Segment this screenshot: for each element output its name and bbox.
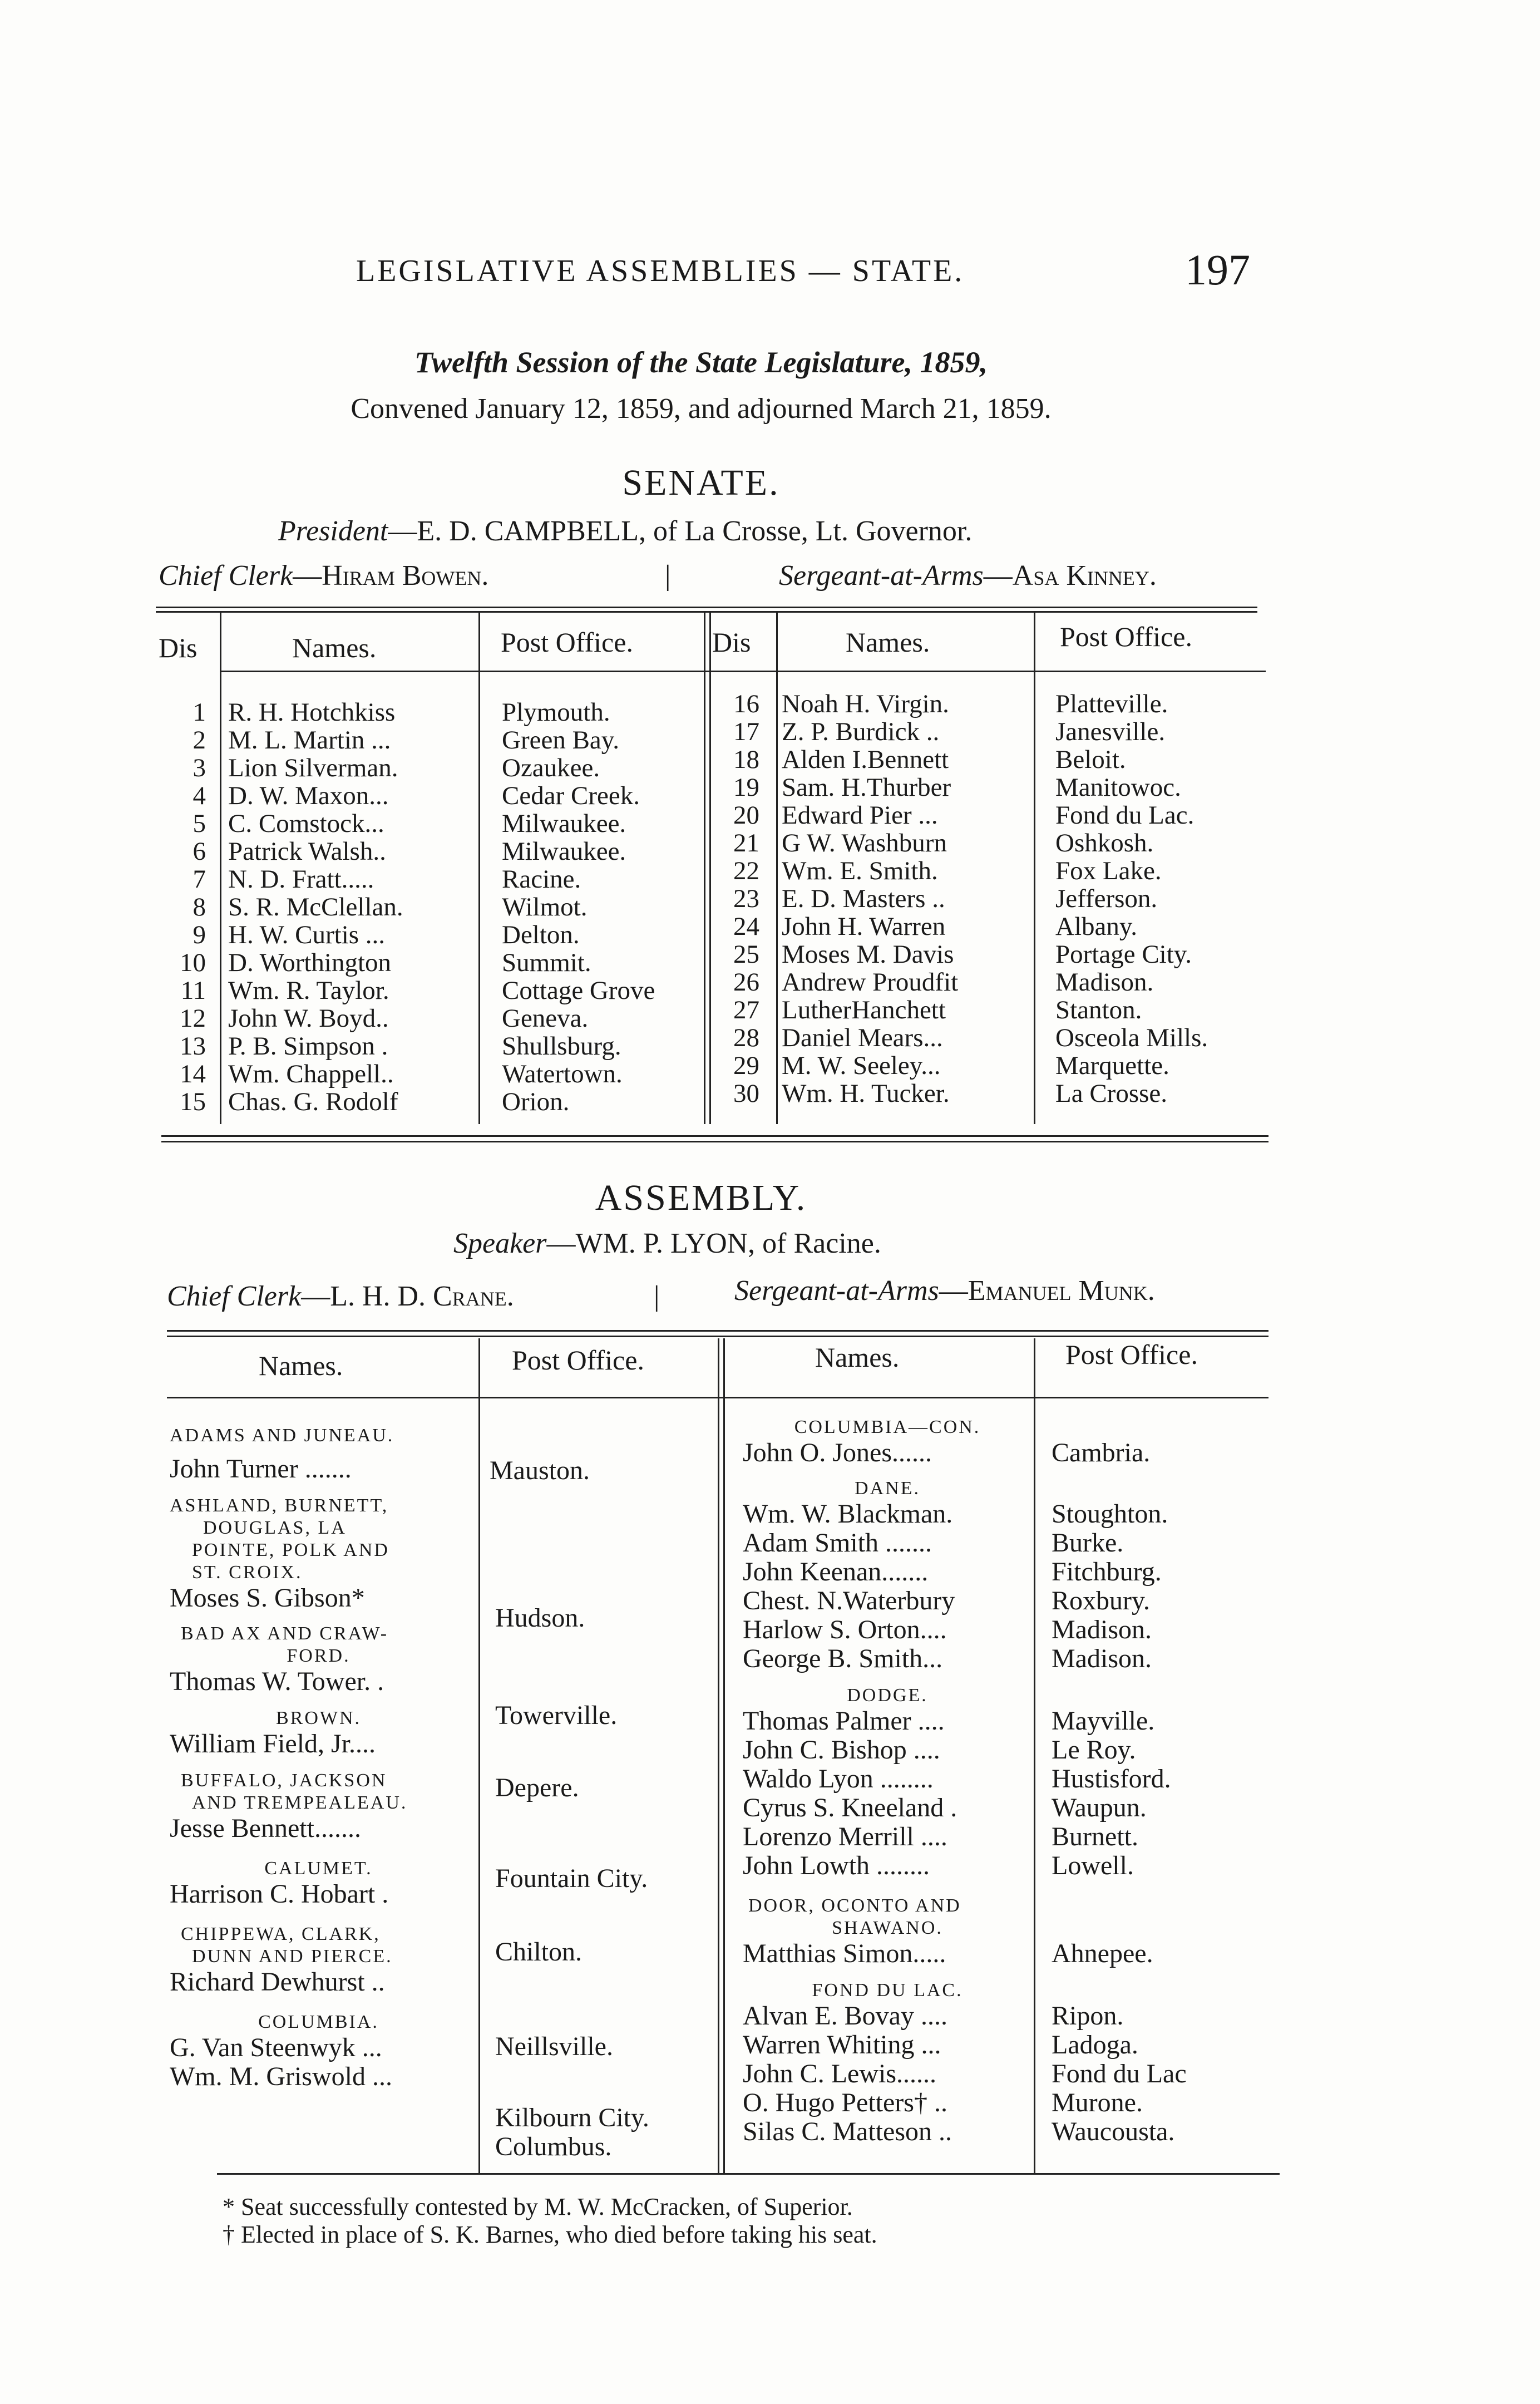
senate-row — [167, 949, 655, 977]
sergeant-label: Sergeant-at-Arms — [779, 560, 984, 592]
assembly-left-names — [170, 1425, 467, 2091]
assembly-col-names-2: Names. — [815, 1342, 900, 1373]
post-office: Neillsville. — [495, 2032, 613, 2061]
member-name: Silas C. Matteson .. — [743, 2117, 952, 2146]
post-office: Madison. — [1055, 968, 1154, 997]
post-office: Ahnepee. — [1052, 1939, 1153, 1968]
senator-name: M. L. Martin ... — [228, 726, 391, 755]
post-office: Le Roy. — [1052, 1735, 1136, 1765]
senate-row — [720, 913, 1208, 940]
speaker-name: —WM. P. LYON, of Racine. — [546, 1228, 881, 1259]
district-number: 16 — [733, 689, 759, 718]
session-title: Twelfth Session of the State Legislature, 1859, — [414, 346, 988, 379]
district-number: 8 — [192, 893, 206, 922]
post-office: Portage City. — [1055, 940, 1192, 969]
member-name: Lorenzo Merrill .... — [743, 1822, 947, 1851]
member-name: Alvan E. Bovay .... — [743, 2001, 947, 2031]
district-number: 3 — [192, 753, 206, 782]
senator-name: Wm. R. Taylor. — [228, 976, 389, 1005]
senate-row — [167, 1032, 655, 1060]
post-office: Osceola Mills. — [1055, 1023, 1208, 1052]
senator-name: M. W. Seeley... — [782, 1051, 941, 1080]
president-label: President — [278, 515, 388, 547]
member-name: Thomas Palmer .... — [743, 1706, 945, 1736]
district-number: 13 — [180, 1032, 206, 1061]
member-name: Thomas W. Tower. . — [170, 1667, 384, 1696]
county-heading: CHIPPEWA, CLARK, — [181, 1924, 381, 1944]
district-number: 18 — [733, 745, 759, 774]
county-heading: DODGE. — [847, 1685, 928, 1706]
county-heading: DANE. — [855, 1478, 920, 1499]
district-number: 4 — [192, 781, 206, 810]
post-office: Waupun. — [1052, 1793, 1147, 1822]
member-name: John C. Bishop .... — [743, 1735, 940, 1765]
post-office: Milwaukee. — [502, 837, 626, 866]
post-office: Madison. — [1052, 1615, 1152, 1644]
county-heading: POINTE, POLK AND — [192, 1540, 389, 1560]
district-number: 29 — [733, 1051, 759, 1080]
member-name: John Lowth ........ — [743, 1851, 930, 1880]
senator-name: P. B. Simpson . — [228, 1032, 388, 1061]
county-heading: BAD AX AND CRAW- — [181, 1623, 389, 1644]
post-office: Chilton. — [495, 1937, 583, 1967]
member-name: G. Van Steenwyk ... — [170, 2033, 382, 2062]
footnote-star: * Seat successfully contested by M. W. McCracken, of Superior. — [223, 2193, 853, 2220]
senate-row — [720, 746, 1208, 774]
post-office: Fond du Lac — [1052, 2059, 1187, 2088]
senate-row — [167, 921, 655, 949]
senate-row — [167, 1088, 655, 1116]
senate-row — [720, 968, 1208, 996]
senate-bottom-rule-2 — [161, 1141, 1268, 1142]
district-number: 2 — [192, 726, 206, 755]
senator-name: Z. P. Burdick .. — [782, 717, 940, 746]
assembly-sergeant — [734, 1274, 1155, 1307]
assembly-vrule-2 — [718, 1338, 719, 2173]
senator-name: S. R. McClellan. — [228, 893, 403, 922]
district-number: 30 — [733, 1079, 759, 1108]
member-name: Cyrus S. Kneeland . — [743, 1793, 957, 1822]
senate-row — [720, 690, 1208, 718]
assembly-clerk — [167, 1280, 514, 1313]
footnote-dagger: † Elected in place of S. K. Barnes, who died before taking his seat. — [223, 2221, 877, 2248]
officer-separator: | — [665, 560, 671, 592]
assembly-vrule-4 — [1034, 1338, 1035, 2173]
assembly-col-names: Names. — [259, 1350, 343, 1381]
senate-row — [720, 829, 1208, 857]
post-office: Summit. — [502, 948, 591, 977]
senator-name: C. Comstock... — [228, 809, 384, 838]
post-office: Beloit. — [1055, 745, 1126, 774]
senate-row — [720, 857, 1208, 885]
county-heading: ASHLAND, BURNETT, — [170, 1495, 389, 1516]
post-office: Geneva. — [502, 1004, 589, 1033]
speaker-label: Speaker — [453, 1228, 547, 1259]
senate-row — [720, 718, 1208, 746]
county-heading: FORD. — [287, 1646, 351, 1666]
post-office: Murone. — [1052, 2088, 1143, 2117]
assembly-col-post-2: Post Office. — [1065, 1339, 1198, 1370]
post-office: Mayville. — [1052, 1706, 1155, 1736]
assembly-title: ASSEMBLY. — [595, 1178, 807, 1218]
district-number: 22 — [733, 856, 759, 885]
post-office: Wilmot. — [502, 893, 588, 922]
post-office: Oshkosh. — [1055, 829, 1154, 858]
senate-top-rule-2 — [156, 611, 1257, 613]
senate-row — [167, 810, 655, 838]
senate-col-post: Post Office. — [501, 627, 633, 658]
district-number: 14 — [180, 1060, 206, 1088]
district-number: 21 — [733, 829, 759, 858]
senator-name: R. H. Hotchkiss — [228, 698, 396, 727]
senate-row — [167, 865, 655, 893]
senator-name: D. Worthington — [228, 948, 392, 977]
senate-row — [167, 893, 655, 921]
post-office: Plymouth. — [502, 698, 610, 727]
member-name: Harrison C. Hobart . — [170, 1879, 389, 1909]
district-number: 28 — [733, 1023, 759, 1052]
post-office: Fox Lake. — [1055, 856, 1162, 885]
clerk-name: —Hiram Bowen. — [293, 560, 489, 592]
senator-name: John W. Boyd.. — [228, 1004, 389, 1033]
senate-sergeant — [779, 559, 1157, 592]
senator-name: Andrew Proudfit — [782, 968, 959, 997]
post-office: Madison. — [1052, 1644, 1152, 1673]
senate-row — [720, 940, 1208, 968]
senate-clerk — [159, 559, 488, 592]
member-name: John Turner ....... — [170, 1454, 352, 1484]
member-name: George B. Smith... — [743, 1644, 943, 1673]
member-name: John Keenan....... — [743, 1557, 929, 1587]
senator-name: Wm. H. Tucker. — [782, 1079, 950, 1108]
post-office: Green Bay. — [502, 726, 619, 755]
member-name: O. Hugo Petters† .. — [743, 2088, 947, 2117]
member-name: Harlow S. Orton.... — [743, 1615, 947, 1644]
post-office: Ripon. — [1052, 2001, 1124, 2031]
district-number: 6 — [192, 837, 206, 866]
post-office: La Crosse. — [1055, 1079, 1168, 1108]
district-number: 10 — [180, 948, 206, 977]
post-office: Cambria. — [1052, 1438, 1151, 1467]
senate-row — [167, 698, 655, 726]
district-number: 26 — [733, 968, 759, 997]
member-name: William Field, Jr.... — [170, 1729, 376, 1758]
senator-name: John H. Warren — [782, 912, 946, 941]
district-number: 15 — [180, 1087, 206, 1116]
senator-name: Edward Pier ... — [782, 801, 938, 830]
assembly-bottom-rule — [217, 2173, 1280, 2175]
county-heading: DUNN AND PIERCE. — [192, 1946, 393, 1967]
senate-row — [720, 801, 1208, 829]
senate-head-rule — [220, 671, 1266, 672]
senator-name: D. W. Maxon... — [228, 781, 389, 810]
assembly-clerk-label: Chief Clerk — [167, 1280, 302, 1312]
senator-name: LutherHanchett — [782, 996, 946, 1024]
assembly-speaker — [453, 1227, 881, 1260]
member-name: John C. Lewis...... — [743, 2059, 936, 2088]
assembly-officer-separator: | — [654, 1280, 660, 1312]
assembly-right-names — [743, 1416, 1032, 2146]
senator-name: Patrick Walsh.. — [228, 837, 386, 866]
post-office: Milwaukee. — [502, 809, 626, 838]
clerk-label: Chief Clerk — [159, 560, 293, 592]
member-name: Matthias Simon..... — [743, 1939, 946, 1968]
post-office: Albany. — [1055, 912, 1138, 941]
district-number: 20 — [733, 801, 759, 830]
post-office: Mauston. — [490, 1456, 590, 1485]
post-office: Stanton. — [1055, 996, 1142, 1024]
county-heading: ST. CROIX. — [192, 1562, 303, 1583]
member-name: Chest. N.Waterbury — [743, 1586, 955, 1615]
post-office: Delton. — [502, 920, 580, 949]
post-office: Jefferson. — [1055, 884, 1158, 913]
senate-col-names-2: Names. — [846, 627, 930, 658]
senator-name: E. D. Masters .. — [782, 884, 945, 913]
senate-row — [167, 754, 655, 782]
sergeant-name: —Asa Kinney. — [983, 560, 1157, 592]
assembly-sergeant-name: —Emanuel Munk. — [939, 1275, 1155, 1307]
senate-row — [167, 1060, 655, 1088]
post-office: Lowell. — [1052, 1851, 1134, 1880]
senator-name: Chas. G. Rodolf — [228, 1087, 398, 1116]
post-office: Shullsburg. — [502, 1032, 621, 1061]
post-office: Stoughton. — [1052, 1499, 1168, 1529]
assembly-right-post-offices — [1052, 1416, 1257, 2146]
assembly-top-rule — [167, 1330, 1268, 1332]
post-office: Hustisford. — [1052, 1764, 1171, 1794]
member-name: Wm. M. Griswold ... — [170, 2062, 392, 2091]
district-number: 19 — [733, 773, 759, 802]
senate-row — [720, 1024, 1208, 1052]
county-heading: AND TREMPEALEAU. — [192, 1792, 408, 1813]
post-office: Kilbourn City. — [495, 2103, 649, 2132]
senate-president — [278, 515, 972, 548]
assembly-top-rule-2 — [167, 1336, 1268, 1337]
member-name: John O. Jones...... — [743, 1438, 932, 1467]
senate-bottom-rule — [161, 1135, 1268, 1137]
senator-name: Alden I.Bennett — [782, 745, 949, 774]
member-name: Warren Whiting ... — [743, 2030, 941, 2060]
post-office: Towerville. — [495, 1701, 618, 1730]
member-name: Wm. W. Blackman. — [743, 1499, 953, 1529]
senator-name: Noah H. Virgin. — [782, 689, 949, 718]
county-heading: DOOR, OCONTO AND — [748, 1895, 961, 1916]
post-office: Racine. — [502, 865, 581, 894]
county-heading: SHAWANO. — [832, 1918, 943, 1938]
assembly-vrule-1 — [478, 1338, 480, 2173]
post-office: Waucousta. — [1052, 2117, 1175, 2146]
post-office: Platteville. — [1055, 689, 1168, 718]
senator-name: Sam. H.Thurber — [782, 773, 951, 802]
assembly-clerk-name: —L. H. D. Crane. — [301, 1280, 514, 1312]
president-name: —E. D. CAMPBELL, of La Crosse, Lt. Governor. — [388, 515, 973, 547]
post-office: Depere. — [495, 1773, 579, 1802]
member-name: Moses S. Gibson* — [170, 1583, 365, 1613]
senate-col-dis-2: Dis — [712, 627, 751, 658]
senate-row — [720, 1052, 1208, 1080]
running-header: LEGISLATIVE ASSEMBLIES — STATE. — [356, 254, 965, 288]
post-office: Fountain City. — [495, 1864, 648, 1893]
post-office: Marquette. — [1055, 1051, 1169, 1080]
county-heading: BROWN. — [275, 1708, 362, 1728]
district-number: 5 — [192, 809, 206, 838]
county-heading: CALUMET. — [264, 1858, 373, 1879]
assembly-sergeant-label: Sergeant-at-Arms — [734, 1275, 939, 1307]
district-number: 1 — [192, 698, 206, 727]
senator-name: Lion Silverman. — [228, 753, 398, 782]
member-name: Richard Dewhurst .. — [170, 1967, 385, 1997]
district-number: 12 — [180, 1004, 206, 1033]
post-office: Watertown. — [502, 1060, 623, 1088]
senate-row — [720, 996, 1208, 1024]
senate-vrule-4 — [709, 612, 711, 1124]
senator-name: G W. Washburn — [782, 829, 947, 858]
senator-name: Wm. E. Smith. — [782, 856, 938, 885]
district-number: 25 — [733, 940, 759, 969]
senate-row — [720, 1080, 1208, 1107]
page-number: 197 — [1185, 245, 1250, 294]
member-name: Waldo Lyon ........ — [743, 1764, 934, 1794]
post-office: Ladoga. — [1052, 2030, 1138, 2060]
senate-right-table — [720, 690, 1208, 1107]
post-office: Columbus. — [495, 2132, 612, 2161]
county-heading: FOND DU LAC. — [812, 1980, 963, 2001]
senator-name: Daniel Mears... — [782, 1023, 943, 1052]
senate-col-post-2: Post Office. — [1060, 621, 1192, 652]
senate-col-dis: Dis — [159, 632, 198, 663]
district-number: 27 — [733, 996, 759, 1024]
senate-row — [167, 782, 655, 810]
post-office: Burke. — [1052, 1528, 1124, 1558]
county-heading: DOUGLAS, LA — [203, 1518, 347, 1538]
senate-title: SENATE. — [622, 462, 780, 503]
senate-row — [167, 726, 655, 754]
post-office: Orion. — [502, 1087, 570, 1116]
senate-row — [167, 977, 655, 1004]
post-office: Fond du Lac. — [1055, 801, 1195, 830]
district-number: 23 — [733, 884, 759, 913]
senator-name: H. W. Curtis ... — [228, 920, 386, 949]
senator-name: Wm. Chappell.. — [228, 1060, 394, 1088]
post-office: Roxbury. — [1052, 1586, 1150, 1615]
post-office: Hudson. — [495, 1603, 585, 1633]
district-number: 24 — [733, 912, 759, 941]
county-heading: COLUMBIA. — [258, 2012, 379, 2032]
county-heading: ADAMS AND JUNEAU. — [170, 1425, 394, 1446]
session-dates: Convened January 12, 1859, and adjourned March 21, 1859. — [351, 393, 1052, 425]
post-office: Burnett. — [1052, 1822, 1138, 1851]
senate-vrule-3 — [704, 612, 705, 1124]
post-office: Cedar Creek. — [502, 781, 640, 810]
senate-row — [167, 838, 655, 865]
senate-top-rule — [156, 607, 1257, 608]
assembly-vrule-3 — [723, 1338, 725, 2173]
post-office: Manitowoc. — [1055, 773, 1181, 802]
assembly-col-post: Post Office. — [512, 1344, 644, 1376]
district-number: 11 — [180, 976, 206, 1005]
district-number: 7 — [192, 865, 206, 894]
district-number: 9 — [192, 920, 206, 949]
member-name: Jesse Bennett....... — [170, 1814, 361, 1843]
senate-row — [720, 774, 1208, 801]
member-name: Adam Smith ....... — [743, 1528, 932, 1558]
post-office: Janesville. — [1055, 717, 1166, 746]
district-number: 17 — [733, 717, 759, 746]
senator-name: N. D. Fratt..... — [228, 865, 374, 894]
county-heading: BUFFALO, JACKSON — [181, 1770, 387, 1791]
senate-row — [167, 1004, 655, 1032]
post-office: Cottage Grove — [502, 976, 655, 1005]
senator-name: Moses M. Davis — [782, 940, 954, 969]
senate-left-table — [167, 698, 655, 1116]
post-office: Fitchburg. — [1052, 1557, 1162, 1587]
post-office: Ozaukee. — [502, 753, 600, 782]
senate-row — [720, 885, 1208, 913]
county-heading: COLUMBIA—CON. — [794, 1417, 981, 1437]
senate-col-names: Names. — [292, 632, 377, 663]
